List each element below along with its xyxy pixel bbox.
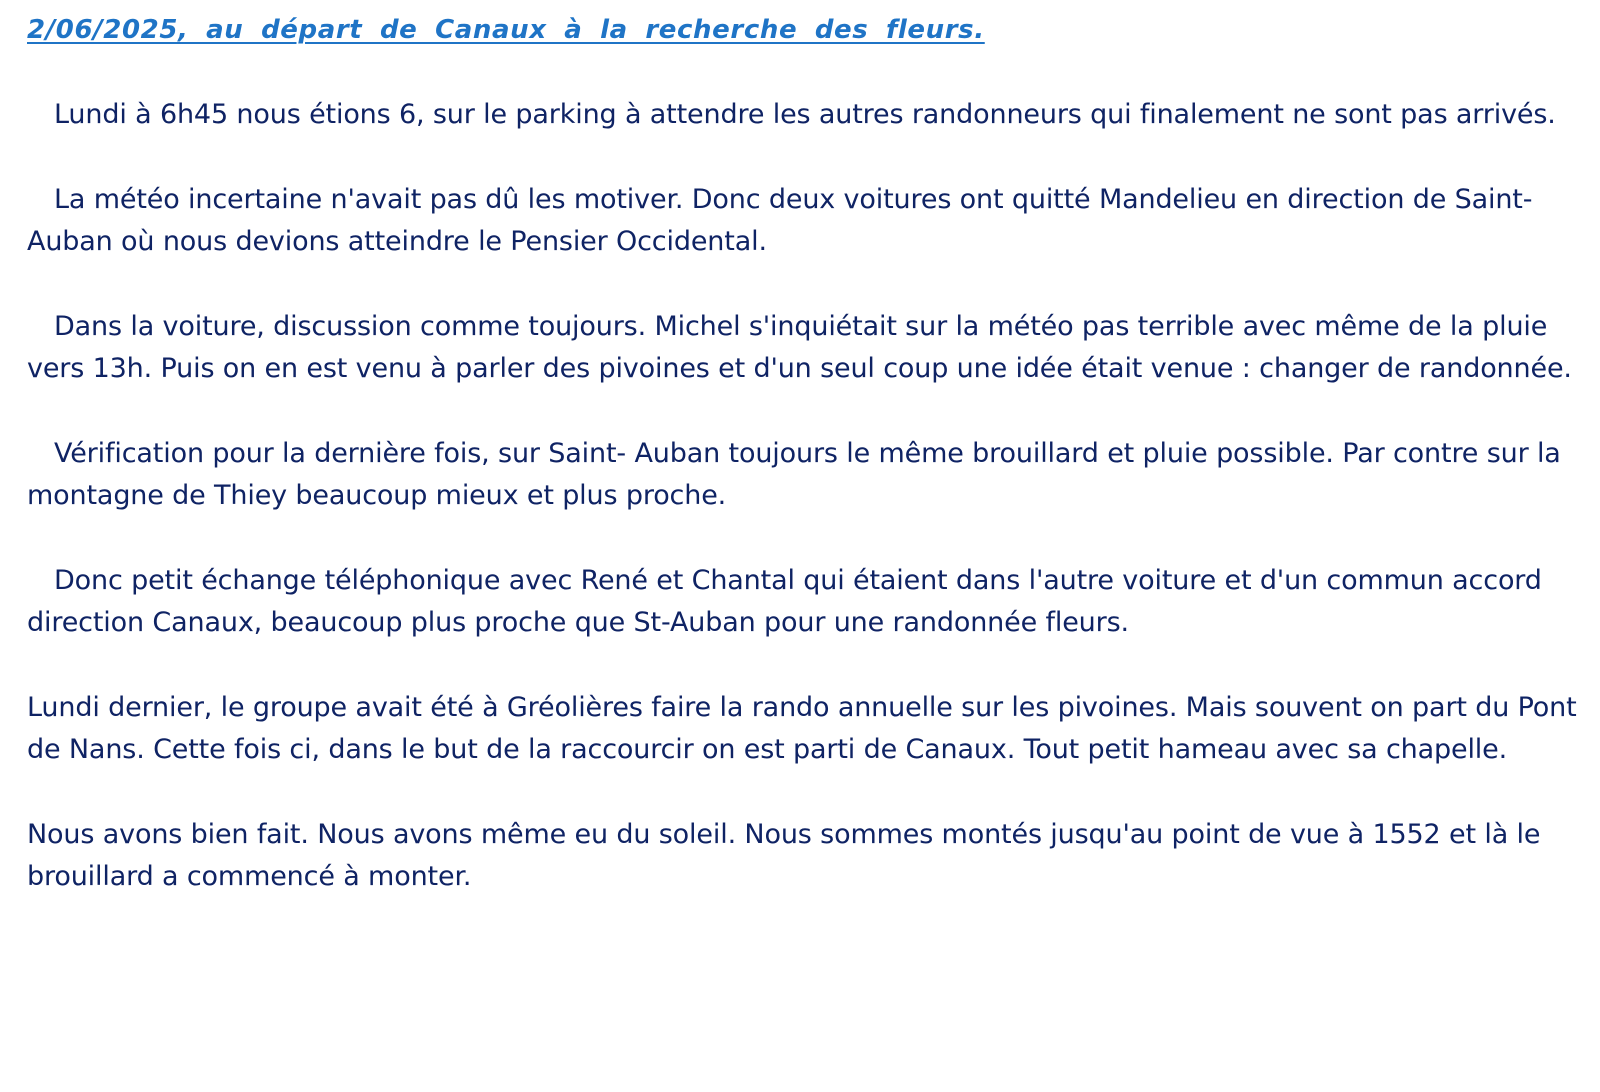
paragraph-4: Vérification pour la dernière fois, sur Saint- Auban toujours le même brouillard et pluie possible. Par contre sur la montagne de Thiey beaucoup mieux et plus proche.	[27, 437, 1561, 511]
paragraph-7: Nous avons bien fait. Nous avons même eu du soleil. Nous sommes montés jusqu'au point de vue à 1552 et là le brouillard a commencé à monter.	[27, 818, 1541, 892]
paragraph-1: Lundi à 6h45 nous étions 6, sur le parking à attendre les autres randonneurs qui finalement ne sont pas arrivés.	[54, 99, 1556, 130]
paragraph-5: Donc petit échange téléphonique avec René et Chantal qui étaient dans l'autre voiture et d'un commun accord direction Canaux, beaucoup plus proche que St-Auban pour une randonnée fleurs.	[27, 564, 1542, 638]
paragraph-6: Lundi dernier, le groupe avait été à Gréolières faire la rando annuelle sur les pivoines. Mais souvent on part du Pont de Nans. Cette fois ci, dans le but de la raccourcir on est parti de Canaux. Tout petit hameau avec sa chapelle.	[27, 691, 1577, 765]
document-page	[27, 8, 1582, 899]
paragraph-2: La météo incertaine n'avait pas dû les motiver. Donc deux voitures ont quitté Mandelieu en direction de Saint- Auban où nous devions atteindre le Pensier Occidental.	[27, 183, 1533, 257]
document-title: 2/06/2025, au départ de Canaux à la recherche des fleurs.	[27, 15, 985, 45]
paragraph-3: Dans la voiture, discussion comme toujours. Michel s'inquiétait sur la météo pas terrible avec même de la pluie vers 13h. Puis on en est venu à parler des pivoines et d'un seul coup une idée était venue : changer de randonnée.	[27, 310, 1572, 384]
